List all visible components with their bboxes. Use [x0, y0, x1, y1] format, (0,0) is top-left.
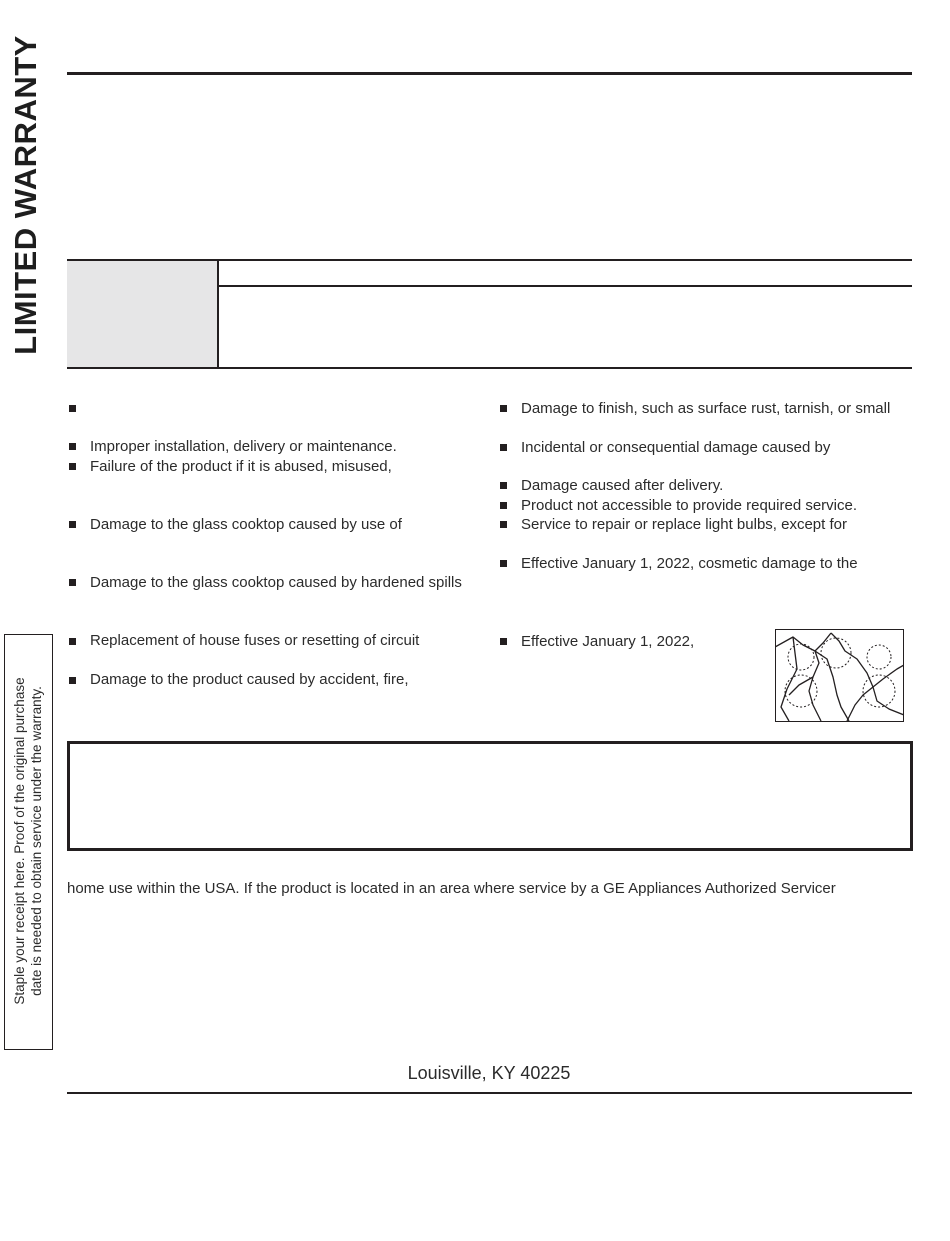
warranty-table — [67, 259, 912, 369]
list-item: Product not accessible to provide required service. — [521, 497, 858, 514]
bullet-icon — [69, 405, 76, 412]
list-item: Failure of the product if it is abused, misused, — [90, 458, 392, 475]
bullet-icon — [500, 502, 507, 509]
bottom-rule — [67, 1092, 912, 1094]
body-text: home use within the USA. If the product is located in an area where service by a GE Appliances Authorized Servicer — [67, 880, 836, 897]
staple-receipt-note — [11, 641, 45, 1041]
warranty-table-header-row — [67, 259, 912, 287]
list-item: Replacement of house fuses or resetting of circuit — [90, 632, 420, 649]
bullet-icon — [500, 482, 507, 489]
list-item: Incidental or consequential damage caused by — [521, 439, 831, 456]
staple-note-line-2: date is needed to obtain service under the warranty. — [29, 686, 44, 996]
top-rule — [67, 72, 912, 75]
address: Louisville, KY 40225 — [407, 1063, 571, 1083]
bullet-icon — [500, 405, 507, 412]
cracked-cooktop-illustration — [775, 629, 904, 722]
warranty-table-header-cell — [67, 261, 217, 285]
bullet-icon — [69, 443, 76, 450]
list-item: Damage to the glass cooktop caused by use of — [90, 516, 402, 533]
bullet-icon — [500, 444, 507, 451]
bullet-icon — [500, 638, 507, 645]
warranty-table-body-row — [67, 285, 912, 369]
bordered-notice-box — [67, 741, 913, 851]
warranty-table-divider — [217, 259, 219, 369]
bullet-icon — [69, 521, 76, 528]
list-item: Damage to the glass cooktop caused by hardened spills — [90, 574, 462, 591]
bullet-icon — [69, 638, 76, 645]
warranty-table-body-cell — [67, 285, 217, 367]
bullet-icon — [500, 521, 507, 528]
list-item: Damage to the product caused by accident, fire, — [90, 671, 409, 688]
bullet-icon — [69, 677, 76, 684]
list-item: Damage to finish, such as surface rust, tarnish, or small — [521, 400, 891, 417]
side-title: LIMITED WARRANTY — [8, 35, 43, 355]
list-item: Effective January 1, 2022, cosmetic damage to the — [521, 555, 858, 572]
bullet-icon — [69, 463, 76, 470]
staple-note-line-1: Staple your receipt here. Proof of the original purchase — [12, 677, 27, 1005]
bullet-icon — [500, 560, 507, 567]
list-item: Damage caused after delivery. — [521, 477, 724, 494]
list-item: Improper installation, delivery or maintenance. — [90, 438, 397, 455]
list-item: Effective January 1, 2022, — [521, 633, 695, 650]
list-item: Service to repair or replace light bulbs, except for — [521, 516, 847, 533]
bullet-icon — [69, 579, 76, 586]
